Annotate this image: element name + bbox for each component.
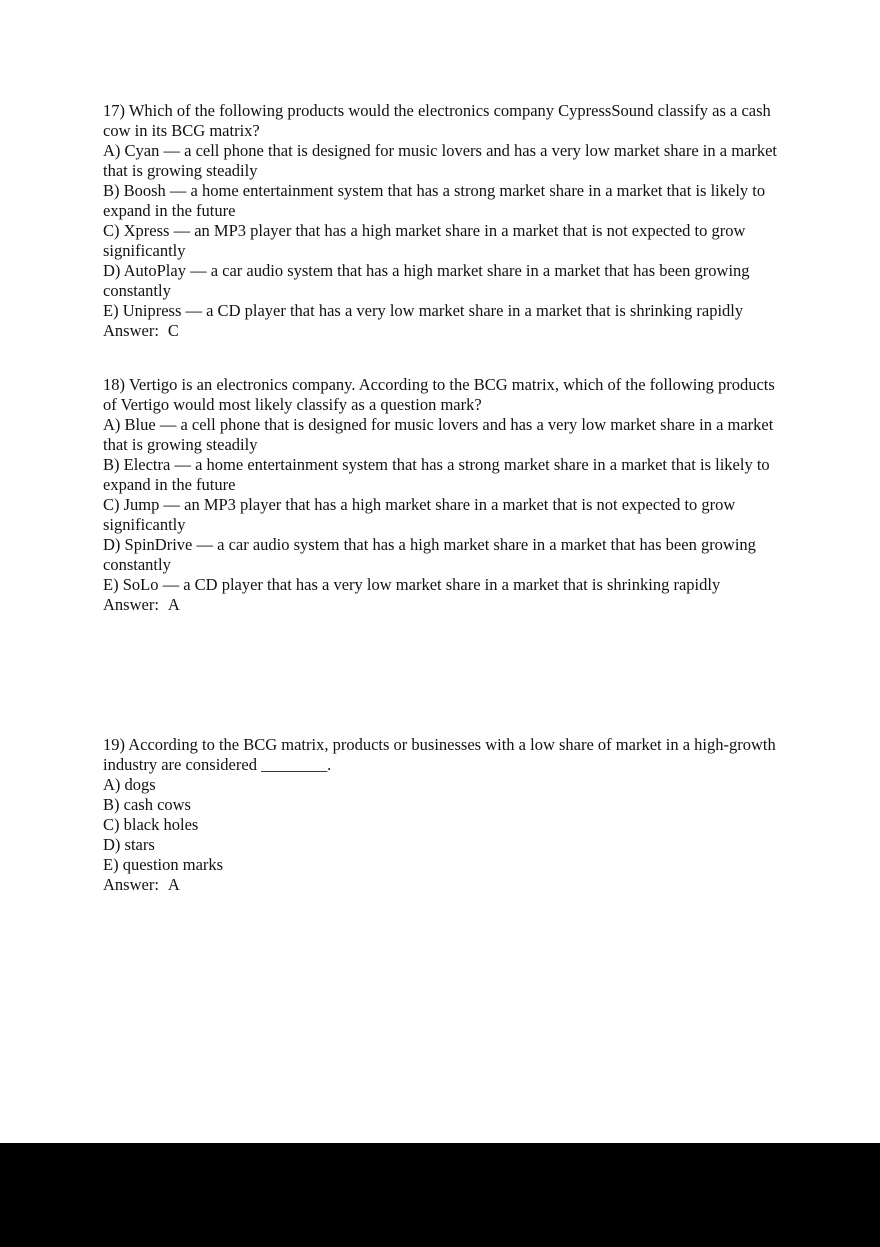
answer-value: A [167,595,180,614]
answer-option: C) Jump — an MP3 player that has a high market share in a market that is not expected to grow significantly [103,495,736,534]
bottom-black-bar [0,1143,880,1247]
page-content [103,101,779,895]
answer-option: A) Blue — a cell phone that is designed for music lovers and has a very low market share in a market that is growing steadily [103,415,774,454]
answer-label: Answer: [103,321,159,340]
question-stem [103,735,779,775]
answer-option: B) Boosh — a home entertainment system that has a strong market share in a market that is likely to expand in the future [103,181,766,220]
answer-line [103,321,779,341]
answer-line [103,595,779,615]
answer-option: E) SoLo — a CD player that has a very low market share in a market that is shrinking rapidly [103,575,721,594]
answer-option: E) Unipress — a CD player that has a very low market share in a market that is shrinking rapidly [103,301,744,320]
answer-value: A [167,875,180,894]
question-stem [103,101,779,141]
answer-option: A) dogs [103,775,156,794]
answer-option: B) Electra — a home entertainment system that has a strong market share in a market that is likely to expand in the future [103,455,770,494]
answer-label: Answer: [103,875,159,894]
answer-option: D) SpinDrive — a car audio system that has a high market share in a market that has been growing constantly [103,535,756,574]
question-stem [103,375,779,415]
answer-option: A) Cyan — a cell phone that is designed for music lovers and has a very low market share in a market that is growing steadily [103,141,778,180]
answer-option: E) question marks [103,855,224,874]
answer-option: D) stars [103,835,155,854]
question-text: Which of the following products would the electronics company CypressSound classify as a cash cow in its BCG matrix? [103,101,771,140]
answer-value: C [167,321,179,340]
answer-label: Answer: [103,595,159,614]
question-number: 18) [103,375,125,394]
question-text: According to the BCG matrix, products or businesses with a low share of market in a high-growth industry are considered ________. [103,735,776,774]
question-18 [103,375,779,615]
answer-option: C) black holes [103,815,199,834]
answer-line [103,875,779,895]
question-19 [103,735,779,895]
question-17 [103,101,779,341]
question-number: 19) [103,735,125,754]
question-number: 17) [103,101,125,120]
question-text: Vertigo is an electronics company. According to the BCG matrix, which of the following products of Vertigo would most likely classify as a question mark? [103,375,775,414]
answer-option: C) Xpress — an MP3 player that has a high market share in a market that is not expected to grow significantly [103,221,746,260]
answer-option: D) AutoPlay — a car audio system that has a high market share in a market that has been growing constantly [103,261,750,300]
answer-option: B) cash cows [103,795,191,814]
